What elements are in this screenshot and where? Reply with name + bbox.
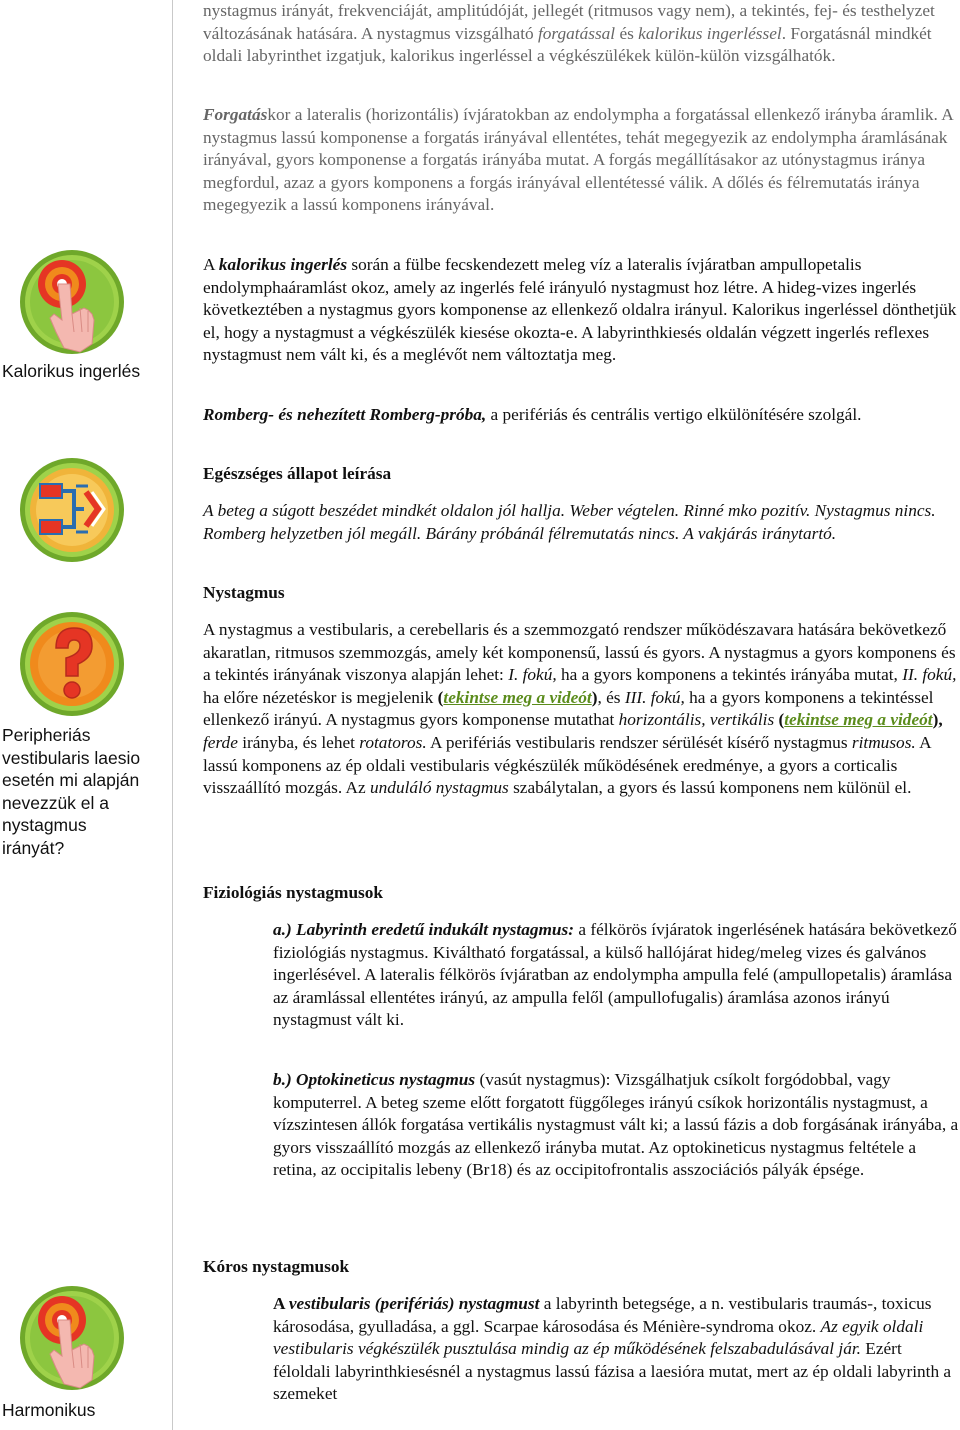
pointing-hand-icon: [18, 248, 126, 356]
sidebar-item-harmonikus[interactable]: Harmonikus: [2, 1400, 96, 1420]
paragraph-vestibularis: A vestibularis (perifériás) nystagmust a labyrinth betegsége, a n. vestibularis traumás-, toxicus károsodása, gyulladása, a ggl. Scarpae károsodása és Ménière-syndroma okoz. Az egyik oldali vestibularis végkészülék pusztulása mindig az ép működésének felszabadulásával jár. Ezért féloldali labyrinthkiesésnél a nystagmus lassú fázisa a laesióra mutat, mert az ép oldali labyrinth a szemeket: [273, 1294, 952, 1404]
sidebar-item-kalorikus-ingerles[interactable]: Kalorikus ingerlés: [2, 361, 141, 381]
sidebar: [0, 0, 173, 1430]
heading-koros: Kóros nystagmusok: [203, 1257, 350, 1276]
video-link-2[interactable]: tekintse meg a videót: [784, 710, 933, 730]
paragraph-romberg: Romberg- és nehezített Romberg-próba, a perifériás és centrális vertigo elkülönítésére szolgál.: [203, 405, 862, 424]
paragraph-nystagmus: A nystagmus a vestibularis, a cerebellaris és a szemmozgató rendszer működészavara hatására bekövetkező akaratlan, ritmusos szemmozgás, amely két komponensű, lassú és gyors. A nystagmus a gyors komponens és a tekintés irányának viszonya alapján lehet: I. fokú, ha a gyors komponens a tekintés irányába mutat, II. fokú, ha előre nézetéskor is megjelenik (tekintse meg a videót), és III. fokú, ha a gyors komponens a tekintéssel ellenkező irányú. A nystagmus gyors komponense mutathat horizontális, vertikális (tekintse meg a videót), ferde irányba, és lehet rotatoros. A perifériás vestibularis rendszer sérülését kísérő nystagmus ritmusos. A lassú komponens az ép oldali vestibularis végkészülék működésének eredménye, a gyors a corticalis visszaállító mozgás. Az unduláló nystagmus szabálytalan, a gyors és lassú komponens nem különül el.: [203, 620, 957, 798]
paragraph-egeszseges: A beteg a súgott beszédet mindkét oldalon jól hallja. Weber végtelen. Rinné mko pozitív. Nystagmus nincs. Romberg helyzetben jól megáll. Bárány próbánál félremutatás nincs. A vakjárás iránytartó.: [203, 501, 936, 543]
paragraph-forgatas: Forgatáskor a lateralis (horizontális) ívjáratokban az endolympha a forgatással ellenkező irányba áramlik. A nystagmus lassú komponense a forgatás irányával ellentétes, tehát megegyezik az endolympha áramlásának irányával, gyors komponense a forgatás irányába mutat. A forgás megállításakor az utónystagmus iránya megfordul, azaz a gyors komponens a forgás irányával ellentétessé válik. A dőlés és félremutatás iránya megegyezik a lassú komponens irányával.: [203, 105, 953, 215]
heading-egeszseges: Egészséges állapot leírása: [203, 464, 392, 483]
sidebar-item-peripherias-question[interactable]: Peripheriás vestibularis laesio esetén mi alapján nevezzük el a nystagmus irányát?: [2, 725, 141, 858]
question-mark-icon: [18, 610, 126, 718]
pointing-hand-icon: [18, 1284, 126, 1392]
video-link-1[interactable]: tekintse meg a videót: [443, 687, 592, 707]
heading-fiziologias: Fiziológiás nystagmusok: [203, 883, 384, 902]
heading-nystagmus: Nystagmus: [203, 583, 285, 602]
paragraph-labyrinth: a.) Labyrinth eredetű indukált nystagmus: a félkörös ívjáratok ingerlésének hatására bekövetkező fiziológiás nystagmus. Kiváltható forgatással, a külső hallójárat hideg/meleg vizes és galvános ingerlésével. A lateralis félkörös ívjáratban az endolympha ampulla felé (ampullopetalis) áramlása az áramlással ellentétes irányú, az ampulla felől (ampullofugalis) áramlása azonos irányú nystagmust vált ki.: [273, 920, 957, 1030]
paragraph-optokineticus: b.) Optokineticus nystagmus (vasút nystagmus): Vizsgálhatjuk csíkolt forgódobbal, vagy komputerrel. A beteg szeme előtt forgatott függőleges irányú csíkok horizontális nystagmust, a vízszintesen állók forgatása vertikális nystagmust vált ki; a lassú fázis a dob forgásának irányába, a gyors visszaállító mozgás az ellenkező irányba mutat. Az optokineticus nystagmus feltétele a retina, az occipitalis lebeny (Br18) és az occipitofrontalis asszociációs pályák épsége.: [273, 1070, 959, 1180]
diagram-icon: [18, 456, 126, 564]
paragraph-kalorikus: A kalorikus ingerlés során a fülbe fecskendezett meleg víz a lateralis ívjáratban ampullopetalis endolymphaáramlást okoz, amely az ingerlés felé irányuló nystagmust hoz létre. A hideg-vizes ingerlés következtében a nystagmus gyors komponense az ellenkező oldalra irányul. Kalorikus ingerléssel dönthetjük el, hogy a nystagmust a végkészülék kiesése okozta-e. A labyrinthkiesés oldalán végzett ingerlés reflexes nystagmust nem vált ki, és a meglévőt nem változtatja meg.: [203, 255, 957, 365]
paragraph-vizsgalat: nystagmus irányát, frekvenciáját, amplitúdóját, jellegét (ritmusos vagy nem), a tekintés, fej- és testhelyzet változásának hatására. A nystagmus vizsgálható forgatással és kalorikus ingerléssel. Forgatásnál mindkét oldali labyrinthet izgatjuk, kalorikus ingerléssel a végkészülékek külön-külön vizsgálhatók.: [203, 1, 935, 66]
